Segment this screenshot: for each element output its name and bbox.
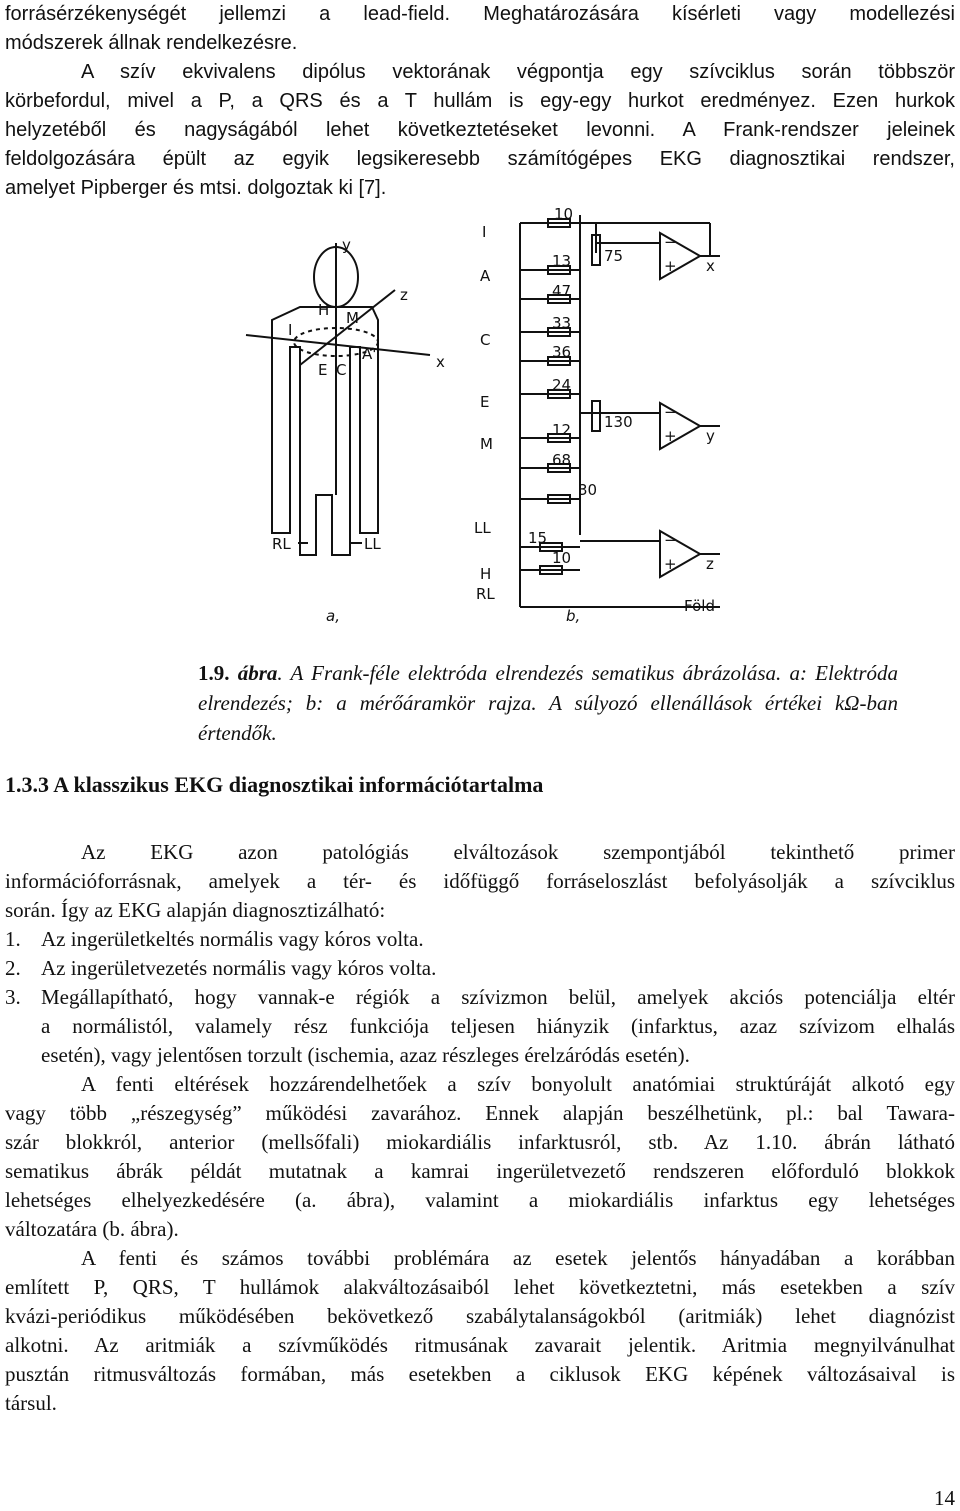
text-line: sematikus ábrák példát mutatnak a kamrai ingerületvezető rendszeren előforduló blokkok	[5, 1159, 955, 1183]
res-value: 10	[554, 205, 574, 223]
text-line: kvázi-periódikus működésében bekövetkező szabálytalanságokból (aritmiák) lehet diagnózist	[5, 1304, 955, 1328]
paragraph-disorders	[5, 1070, 955, 1244]
text-line: lehetséges elhelyezkedésére (a. ábra), valamint a miokardiális infarktus egy lehetséges	[5, 1188, 955, 1212]
list-text: a normálistól, valamely rész funkciója teljesen hiányzik (infarktus, azaz szívizom elhalás	[41, 1014, 955, 1038]
list-number: 3.	[5, 985, 21, 1009]
list-number: 1.	[5, 927, 21, 951]
res-value: 24	[552, 376, 572, 394]
res-value: 13	[552, 252, 572, 270]
res-value: 36	[552, 343, 572, 361]
paragraph-dipole	[5, 58, 955, 203]
list-number: 2.	[5, 956, 21, 980]
input-i-label: I	[482, 223, 487, 241]
text-line: A szív ekvivalens dipólus vektorának végpontja egy szívciklus során többször	[81, 61, 955, 83]
res-value: 12	[552, 421, 572, 439]
figure-frank-electrode	[0, 195, 960, 645]
body-labels	[272, 236, 445, 625]
circuit-diagram	[520, 215, 720, 607]
text-line: információforrásnak, amelyek a tér- és időfüggő forráseloszlást befolyásolják a szívciklus	[5, 869, 955, 893]
feedback-value: 75	[604, 247, 624, 265]
text-line: változatára (b. ábra).	[5, 1217, 179, 1241]
amp-plus: +	[664, 427, 677, 445]
section-title: 1.3.3 A klasszikus EKG diagnosztikai információtartalma	[5, 772, 544, 797]
y-axis-label: y	[342, 236, 351, 254]
list-text: Az ingerületkeltés normális vagy kóros volta.	[41, 927, 424, 951]
input-rl-label: RL	[476, 585, 495, 603]
amp-plus: +	[664, 555, 677, 573]
paragraph-intro	[5, 0, 955, 58]
figure-caption	[198, 658, 898, 748]
caption-line: értendők.	[198, 721, 277, 745]
output-x-label: x	[706, 257, 715, 275]
electrode-c-label: C	[336, 361, 347, 379]
input-e-label: E	[480, 393, 490, 411]
res-value: 10	[552, 549, 572, 567]
paragraph-arrhythmia	[5, 1244, 955, 1418]
panel-a-label: a,	[326, 607, 340, 625]
text-line: pusztán ritmusváltozás formában, más esetekben a ciklusok EKG képének változásaival is	[5, 1362, 955, 1386]
input-h-label: H	[480, 565, 492, 583]
input-m-label: M	[480, 435, 493, 453]
text-line: társul.	[5, 1391, 57, 1415]
input-a-label: A	[480, 267, 491, 285]
caption-line	[198, 658, 898, 688]
amp-minus: −	[664, 531, 677, 549]
electrode-ll-label: LL	[364, 535, 381, 553]
text-line: említett P, QRS, T hullámok alakváltozásaiból lehet következtetni, más esetekben a szív	[5, 1275, 955, 1299]
caption-number: 1.9.	[198, 661, 230, 685]
list-item	[5, 983, 955, 1070]
text-line: helyzetéből és nagyságából lehet következtetéseket levonni. A Frank-rendszer jeleinek	[5, 119, 955, 141]
z-axis-label: z	[400, 286, 408, 304]
x-axis-line	[246, 335, 430, 355]
caption-line: elrendezés; b: a mérőáramkör rajza. A súlyozó ellenállások értékei kΩ-ban	[198, 691, 898, 715]
x-axis-label: x	[436, 353, 445, 371]
electrode-h-label: H	[318, 301, 330, 319]
electrode-e-label: E	[318, 361, 328, 379]
figure-drawing	[0, 195, 960, 645]
list-text: Az ingerületvezetés normális vagy kóros volta.	[41, 956, 437, 980]
electrode-i-label: I	[288, 321, 293, 339]
res-value: 47	[552, 282, 572, 300]
ground-label: Föld	[684, 597, 715, 615]
paragraph-ekg-intro	[5, 838, 955, 925]
res-value: 15	[528, 529, 548, 547]
list-text: esetén), vagy jelentősen torzult (ischemia, azaz részleges érelzáródás esetén).	[41, 1043, 690, 1067]
list-item	[5, 925, 955, 954]
feedback-130	[592, 401, 600, 431]
list-item	[5, 954, 955, 983]
amp-plus: +	[664, 257, 677, 275]
input-ll-label: LL	[474, 519, 491, 537]
text-line: A fenti és számos további problémára az esetek jelentős hányadában a korábban	[81, 1246, 955, 1270]
output-z-label: z	[706, 555, 714, 573]
electrode-rl-label: RL	[272, 535, 291, 553]
res-value: 33	[552, 314, 572, 332]
feedback-value: 130	[604, 413, 633, 431]
text-line: szár blokkról, anterior (mellsőfali) miokardiális infarktusról, stb. Az 1.10. ábrán látható	[5, 1130, 955, 1154]
output-y-label: y	[706, 427, 715, 445]
amp-minus: −	[664, 403, 677, 421]
text-line: feldolgozására épült az egyik legsikeresebb számítógépes EKG diagnosztikai rendszer,	[5, 148, 955, 170]
text-line: alkotni. Az aritmiák a szívműködés ritmusának zavarait jelentik. Aritmia megnyilvánulhat	[5, 1333, 955, 1357]
panel-b-label: b,	[566, 607, 581, 625]
text-line: során. Így az EKG alapján diagnosztizálható:	[5, 898, 386, 922]
text-line: amelyet Pipberger és mtsi. dolgoztak ki [7].	[5, 177, 387, 199]
res-value: 30	[578, 481, 598, 499]
z-axis-line	[300, 290, 395, 365]
text-line: vagy több „részegység” működési zavarához. Ennek alapján beszélhetünk, pl.: bal Tawara-	[5, 1101, 955, 1125]
text-line: módszerek állnak rendelkezésre.	[5, 32, 298, 54]
caption-text: . A Frank-féle elektróda elrendezés sematikus ábrázolása. a: Elektróda	[277, 661, 898, 685]
list-text: Megállapítható, hogy vannak-e régiók a szívizmon belül, amelyek akciós potenciálja eltér	[41, 985, 955, 1009]
text-line: körbefordul, mivel a P, a QRS és a T hullám is egy-egy hurkot eredményez. Ezen hurkok	[5, 90, 955, 112]
caption-word: ábra	[237, 661, 278, 685]
text-line: Az EKG azon patológiás elváltozások szempontjából tekinthető primer	[81, 840, 955, 864]
res-value: 68	[552, 451, 572, 469]
electrode-m-label: M	[346, 309, 359, 327]
electrode-a-label: A'	[362, 345, 377, 363]
diagnosis-list	[5, 925, 955, 1070]
amp-minus: −	[664, 233, 677, 251]
input-c-label: C	[480, 331, 491, 349]
text-line: A fenti eltérések hozzárendelhetőek a szív bonyolult anatómiai struktúráját alkotó egy	[81, 1072, 955, 1096]
page-number: 14	[934, 1486, 955, 1510]
text-line: forrásérzékenységét jellemzi a lead-field. Meghatározására kísérleti vagy modellezési	[5, 3, 955, 25]
